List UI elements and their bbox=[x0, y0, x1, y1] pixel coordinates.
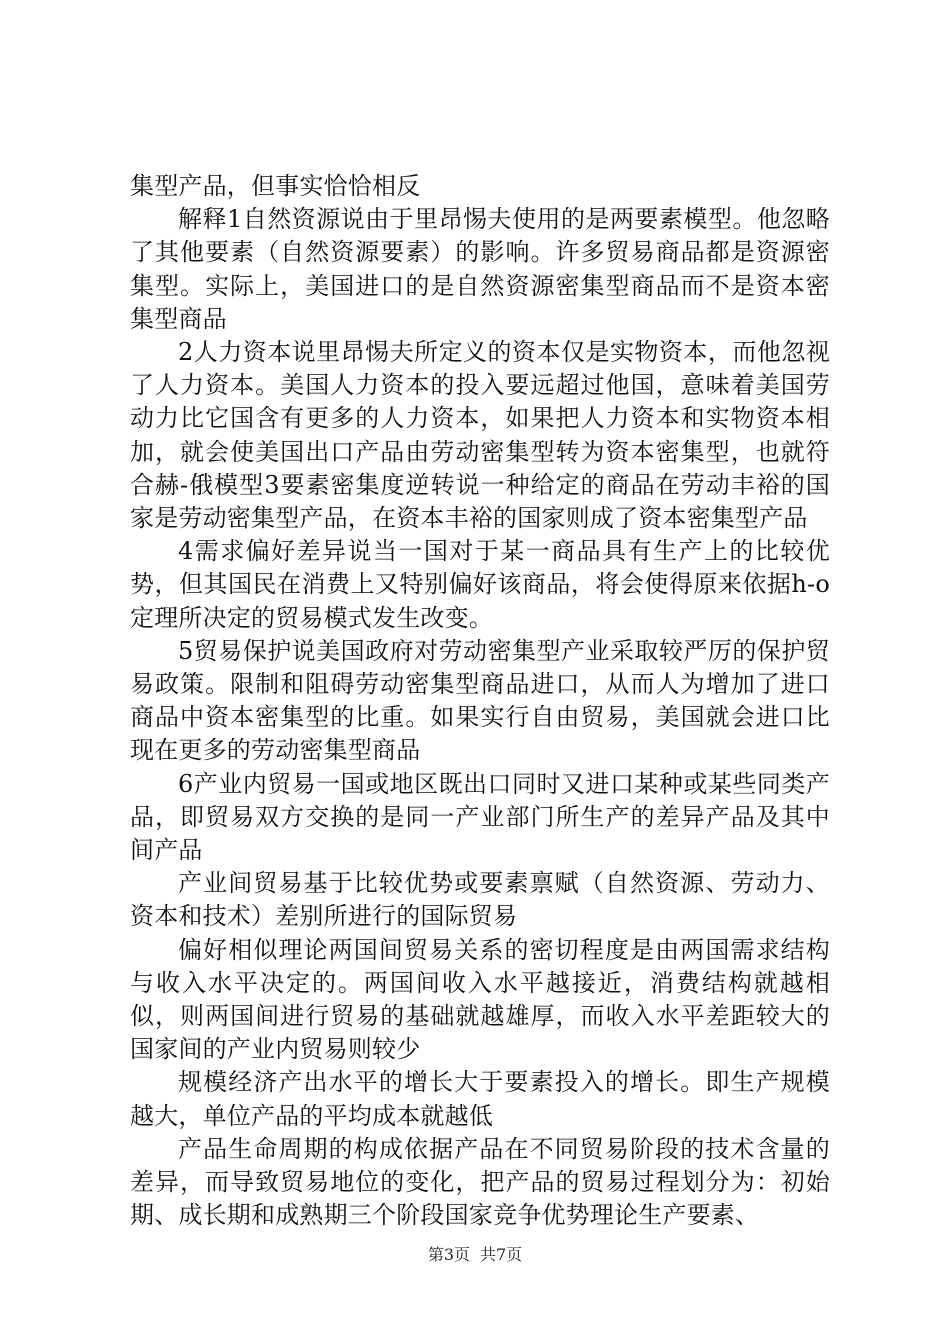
paragraph-natural-resources: 解释1自然资源说由于里昂惕夫使用的是两要素模型。他忽略了其他要素（自然资源要素）的影响。许多贸易商品都是资源密集型。实际上，美国进口的是自然资源密集型商品而不是资本密集型商品 bbox=[130, 205, 830, 333]
paragraph-product-life-cycle: 产品生命周期的构成依据产品在不同贸易阶段的技术含量的差异，而导致贸易地位的变化，把产品的贸易过程划分为：初始期、成长期和成熟期三个阶段国家竞争优势理论生产要素、 bbox=[130, 1134, 830, 1230]
page-total: 共7页 bbox=[480, 1245, 523, 1264]
paragraph-demand-preference: 4需求偏好差异说当一国对于某一商品具有生产上的比较优势，但其国民在消费上又特别偏好该商品，将会使得原来依据h-o定理所决定的贸易模式发生改变。 bbox=[130, 537, 830, 632]
paragraph-intra-industry-trade: 6产业内贸易一国或地区既出口同时又进口某种或某些同类产品，即贸易双方交换的是同一产业部门所生产的差异产品及其中间产品 bbox=[130, 769, 830, 865]
page-footer bbox=[0, 1245, 950, 1265]
page-number: 第3页 bbox=[427, 1245, 470, 1264]
paragraph-continuation: 集型产品，但事实恰恰相反 bbox=[130, 172, 421, 200]
paragraph-economies-of-scale: 规模经济产出水平的增长大于要素投入的增长。即生产规模越大，单位产品的平均成本就越低 bbox=[130, 1068, 830, 1130]
paragraph-human-capital: 2人力资本说里昂惕夫所定义的资本仅是实物资本，而他忽视了人力资本。美国人力资本的投入要远超过他国，意味着美国劳动力比它国含有更多的人力资本，如果把人力资本和实物资本相加，就会使美国出口产品由劳动密集型转为资本密集型，也就符合赫-俄模型3要素密集度逆转说一种给定的商品在劳动丰裕的国家是劳动密集型产品，在资本丰裕的国家则成了资本密集型产品 bbox=[130, 338, 830, 533]
paragraph-preference-similarity: 偏好相似理论两国间贸易关系的密切程度是由两国需求结构与收入水平决定的。两国间收入水平越接近，消费结构就越相似，则两国间进行贸易的基础就越雄厚，而收入水平差距较大的国家间的产业内贸易则较少 bbox=[130, 935, 830, 1064]
document-body bbox=[130, 170, 830, 1233]
paragraph-inter-industry-trade: 产业间贸易基于比较优势或要素禀赋（自然资源、劳动力、资本和技术）差别所进行的国际贸易 bbox=[130, 869, 830, 931]
paragraph-trade-protection: 5贸易保护说美国政府对劳动密集型产业采取较严厉的保护贸易政策。限制和阻碍劳动密集型商品进口，从而人为增加了进口商品中资本密集型的比重。如果实行自由贸易，美国就会进口比现在更多的劳动密集型商品 bbox=[130, 636, 830, 765]
